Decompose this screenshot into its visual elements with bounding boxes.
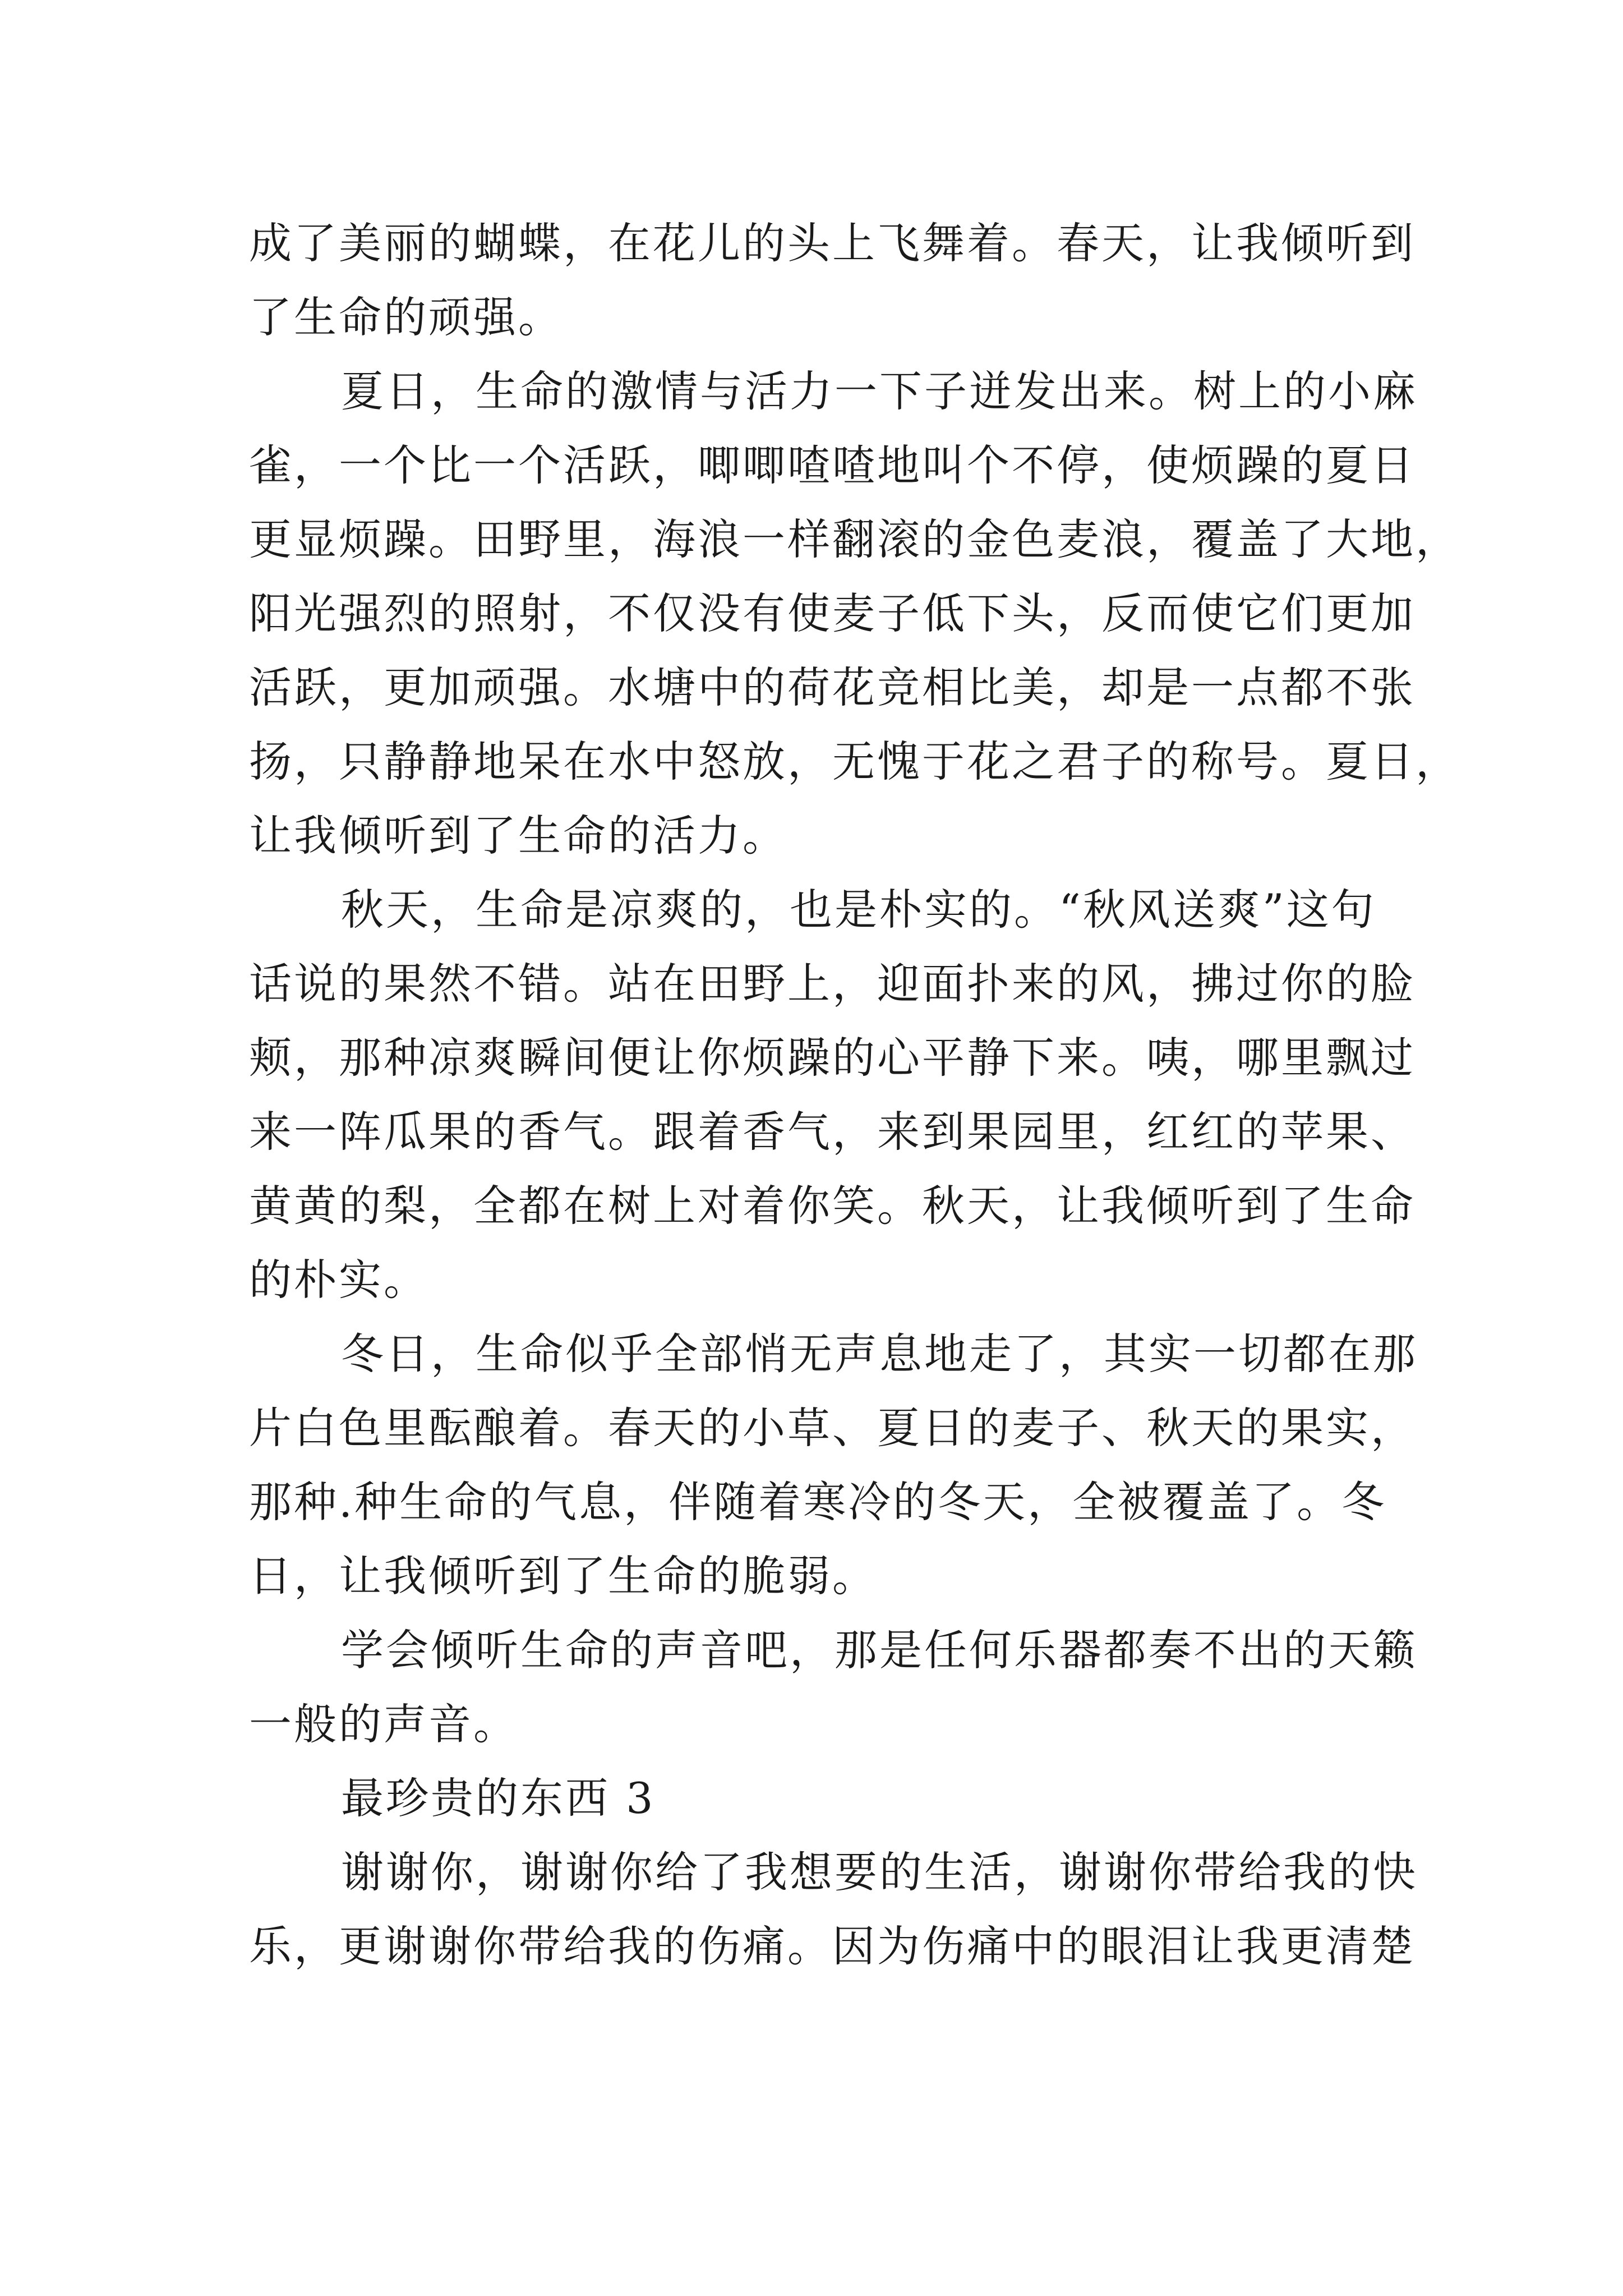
text-line: 成了美丽的蝴蝶，在花儿的头上飞舞着。春天，让我倾听到 [249,218,1415,268]
text-line: 学会倾听生命的声音吧，那是任何乐器都奏不出的天籁 [341,1625,1418,1675]
text-line: 冬日，生命似乎全部悄无声息地走了，其实一切都在那 [341,1329,1418,1379]
text-line: 阳光强烈的照射，不仅没有使麦子低下头，反而使它们更加 [249,588,1415,638]
section-heading: 最珍贵的东西 3 [341,1773,656,1823]
text-line: 谢谢你，谢谢你给了我想要的生活，谢谢你带给我的快 [341,1847,1418,1897]
text-line: 来一阵瓜果的香气。跟着香气，来到果园里，红红的苹果、 [249,1107,1415,1157]
text-line: 颊，那种凉爽瞬间便让你烦躁的心平静下来。咦，哪里飘过 [249,1033,1415,1083]
text-line: 更显烦躁。田野里，海浪一样翻滚的金色麦浪，覆盖了大地， [249,514,1460,564]
text-line: 日，让我倾听到了生命的脆弱。 [249,1551,877,1601]
text-line: 扬，只静静地呆在水中怒放，无愧于花之君子的称号。夏日， [249,737,1460,786]
text-line: 了生命的顽强。 [249,292,563,342]
text-line: 活跃，更加顽强。水塘中的荷花竞相比美，却是一点都不张 [249,662,1415,712]
text-line: 的朴实。 [249,1255,428,1305]
text-line: 片白色里酝酿着。春天的小草、夏日的麦子、秋天的果实， [249,1403,1415,1453]
text-line: 那种.种生命的气息，伴随着寒冷的冬天，全被覆盖了。冬 [249,1477,1387,1527]
text-line: 让我倾听到了生命的活力。 [249,811,787,861]
text-line: 乐，更谢谢你带给我的伤痛。因为伤痛中的眼泪让我更清楚 [249,1921,1415,1971]
text-line: 一般的声音。 [249,1699,518,1749]
text-line: 黄黄的梨，全都在树上对着你笑。秋天，让我倾听到了生命 [249,1181,1415,1231]
text-line: 雀，一个比一个活跃，唧唧喳喳地叫个不停，使烦躁的夏日 [249,440,1415,490]
text-line: 话说的果然不错。站在田野上，迎面扑来的风，拂过你的脸 [249,959,1415,1009]
text-line: 秋天，生命是凉爽的，也是朴实的。“秋风送爽”这句 [341,885,1376,935]
text-line: 夏日，生命的激情与活力一下子迸发出来。树上的小麻 [341,366,1418,416]
body-text [249,206,1460,1984]
